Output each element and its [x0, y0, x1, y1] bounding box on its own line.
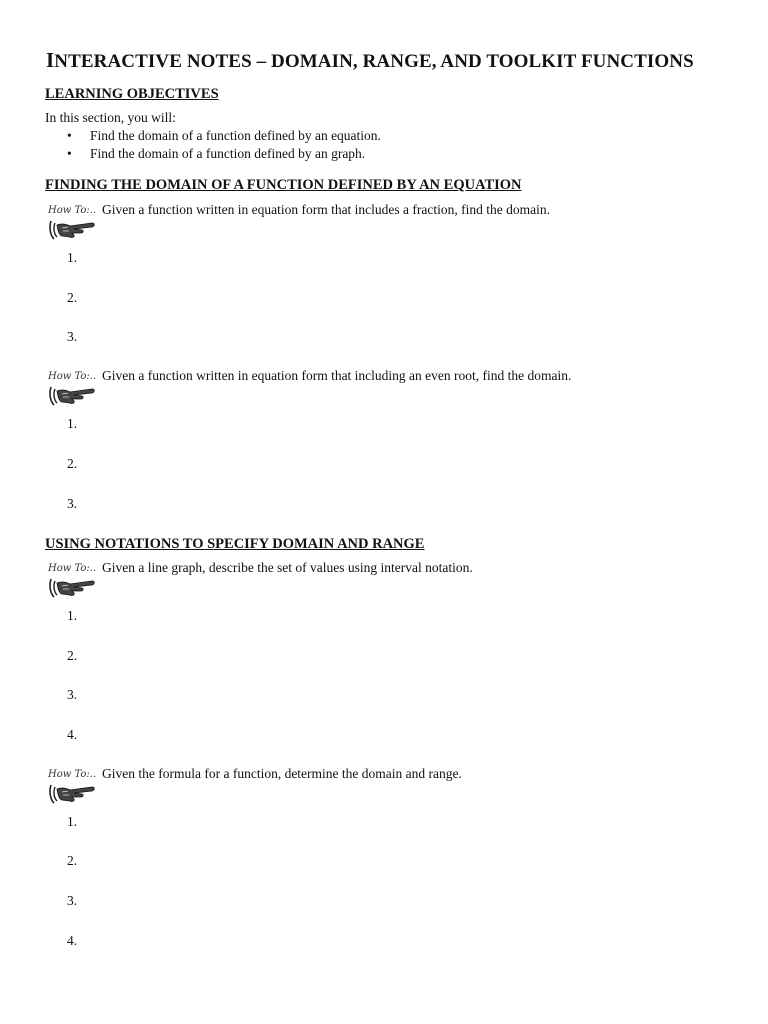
step-number: 1. [67, 814, 78, 829]
step-number: 2. [67, 456, 78, 471]
pointing-hand-icon [48, 781, 96, 805]
page-title: INTERACTIVE NOTES – DOMAIN, RANGE, AND TOOLKIT FUNCTIONS [46, 48, 694, 72]
learning-objectives-heading: LEARNING OBJECTIVES [45, 86, 219, 102]
pointing-hand-icon [48, 383, 96, 407]
howto-text: Given a function written in equation form that includes a fraction, find the domain. [102, 202, 550, 217]
objectives-intro: In this section, you will: [45, 110, 176, 125]
objectives-list [67, 127, 381, 163]
step-number: 4. [67, 727, 78, 742]
step-number: 3. [67, 496, 78, 511]
step-number: 2. [67, 853, 78, 868]
step-number: 1. [67, 416, 78, 431]
howto-label: How To:.. [48, 205, 97, 216]
howto-text: Given a function written in equation form that including an even root, find the domain. [102, 368, 572, 383]
step-number: 4. [67, 933, 78, 948]
howto-text: Given the formula for a function, determine the domain and range. [102, 766, 462, 781]
step-number: 3. [67, 329, 78, 344]
step-number: 1. [67, 608, 78, 623]
howto-text: Given a line graph, describe the set of values using interval notation. [102, 560, 473, 575]
howto-label: How To:.. [48, 769, 97, 780]
howto-label: How To:.. [48, 563, 97, 574]
pointing-hand-icon [48, 575, 96, 599]
objective-item: • Find the domain of a function defined by an graph. [67, 145, 381, 163]
step-number: 3. [67, 893, 78, 908]
section-heading-notations: USING NOTATIONS TO SPECIFY DOMAIN AND RANGE [45, 536, 425, 552]
step-number: 3. [67, 687, 78, 702]
section-heading-domain-equation: FINDING THE DOMAIN OF A FUNCTION DEFINED BY AN EQUATION [45, 177, 522, 193]
step-number: 2. [67, 290, 78, 305]
pointing-hand-icon [48, 217, 96, 241]
objective-item: • Find the domain of a function defined by an equation. [67, 127, 381, 145]
step-number: 1. [67, 250, 78, 265]
howto-label: How To:.. [48, 371, 97, 382]
step-number: 2. [67, 648, 78, 663]
